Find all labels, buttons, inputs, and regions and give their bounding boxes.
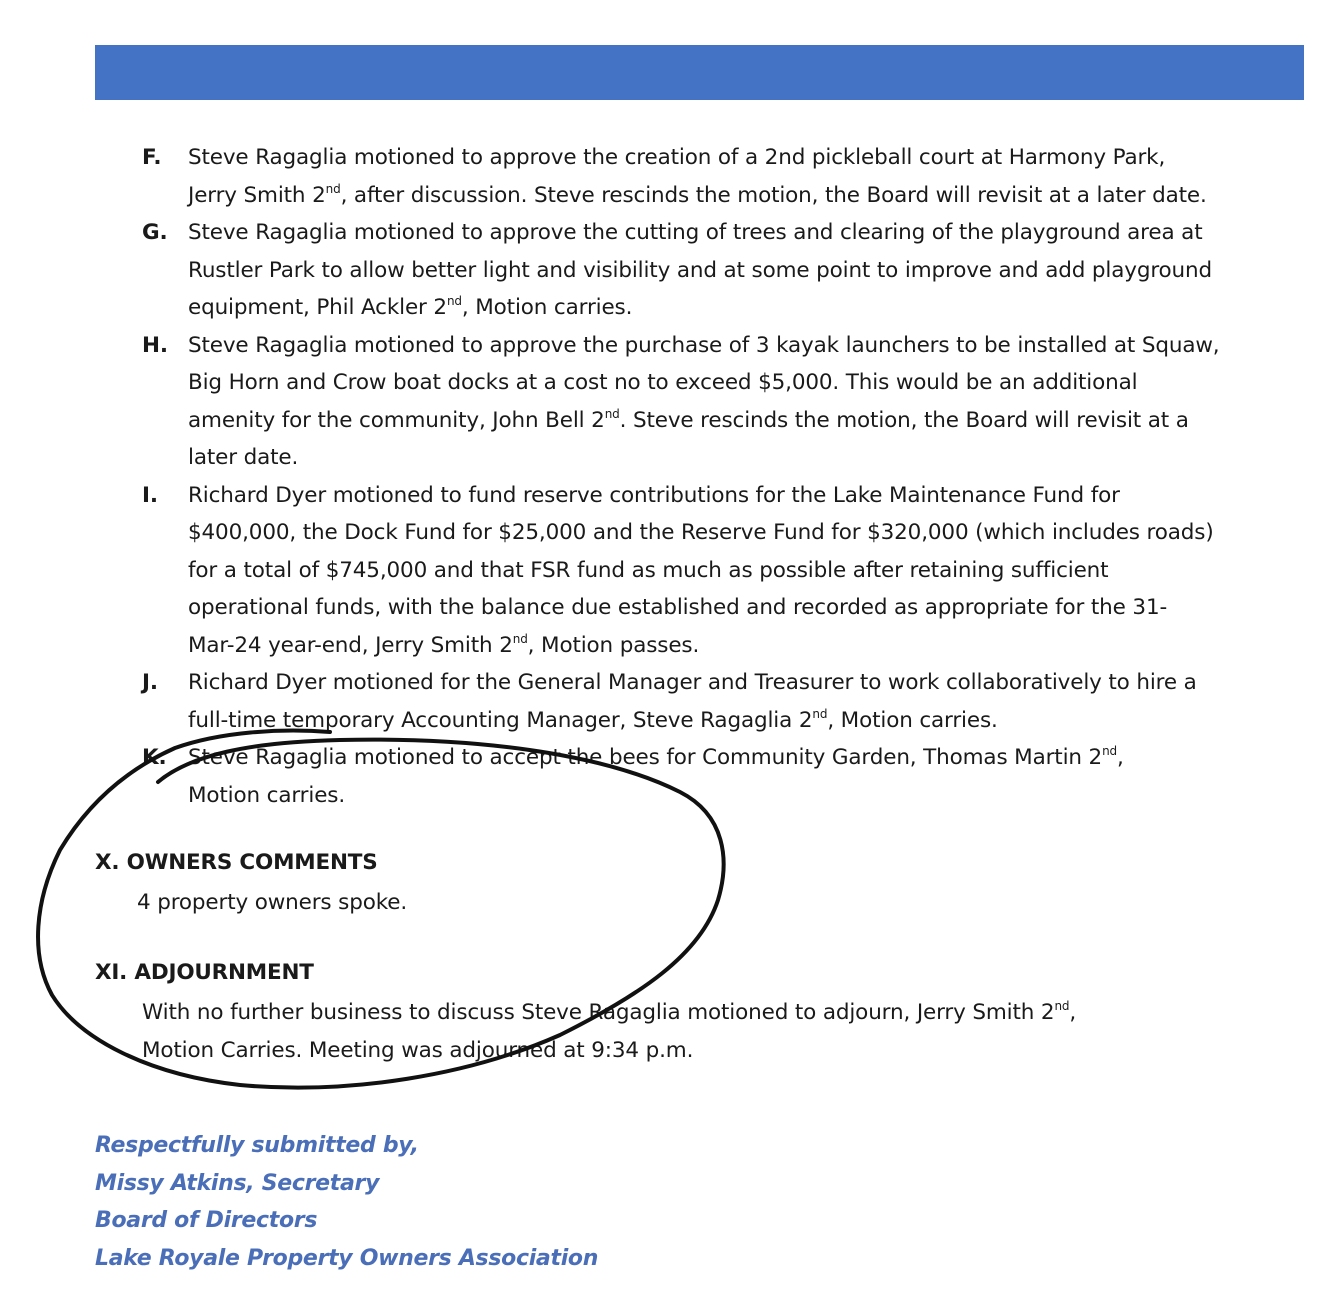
ordinal-suffix: nd <box>446 294 462 308</box>
ordinal-suffix: nd <box>512 631 528 646</box>
ordinal-suffix: nd <box>812 706 828 721</box>
motion-letter: H. <box>142 332 168 358</box>
motion-letter: J. <box>142 670 158 695</box>
signature-block <box>95 1127 598 1277</box>
motion-item-k <box>142 739 1312 814</box>
motion-item-g <box>142 214 1312 327</box>
motion-text: Richard Dyer motioned to fund reserve contributions for the Lake Maintenance Fund for $400,000, the Dock Fund for $25,000 and the Reserve Fund for $320,000 (which includes roads) for a total of $745,000 and that FSR fund as much as possible after retaining sufficient operational funds, with the balance due established and recorded as appropriate for the 31- Mar-24 year-end, Jerry Smith 2 <box>188 482 1214 658</box>
motion-item-j <box>142 664 1312 739</box>
motion-text-after: , after discussion. Steve rescinds the motion, the Board will revisit at a later date. <box>340 182 1207 208</box>
adjournment-line-1: With no further business to discuss Steve Ragaglia motioned to adjourn, Jerry Smith 2nd, <box>142 999 1077 1025</box>
ordinal-suffix: nd <box>1102 744 1118 758</box>
motion-item-h <box>142 327 1312 477</box>
motion-text: Richard Dyer motioned for the General Manager and Treasurer to work collaboratively to hire a full-time temporary Accounting Manager, Steve Ragaglia 2 <box>188 670 1197 733</box>
motion-letter: K. <box>142 745 167 770</box>
motion-text-after: . Steve rescinds the motion, the Board will revisit at a later date. <box>188 407 1189 470</box>
motion-letter: G. <box>142 220 168 245</box>
header-bar <box>95 45 1304 100</box>
motion-text-after: , Motion carries. <box>827 707 998 733</box>
motion-list <box>142 139 1312 814</box>
ordinal-suffix: nd <box>604 406 620 421</box>
adjournment-heading: XI. ADJOURNMENT <box>95 960 314 985</box>
signature-line: Respectfully submitted by, <box>95 1133 419 1158</box>
adjournment-body <box>142 994 1076 1069</box>
signature-line: Lake Royale Property Owners Association <box>95 1245 599 1271</box>
motion-text-after: , Motion passes. <box>527 632 700 658</box>
motion-letter: F. <box>142 145 162 170</box>
motion-letter: I. <box>142 482 158 508</box>
signature-line: Board of Directors <box>95 1208 318 1233</box>
motion-text-after: , Motion carries. <box>461 295 633 320</box>
owners-comments-body: 4 property owners spoke. <box>137 890 408 915</box>
motion-item-f <box>142 139 1312 214</box>
ordinal-suffix: nd <box>1054 999 1070 1013</box>
adjournment-line-2: Motion Carries. Meeting was adjourned at 9:34 p.m. <box>142 1037 694 1063</box>
motion-text-after: , Motion carries. <box>188 745 1124 808</box>
motion-text: Steve Ragaglia motioned to approve the creation of a 2nd pickleball court at Harmony Park, Jerry Smith 2 <box>188 145 1166 208</box>
motion-text: Steve Ragaglia motioned to approve the purchase of 3 kayak launchers to be installed at Squaw, Big Horn and Crow boat docks at a cost no to exceed $5,000. This would be an additional amenity for the community, John Bell 2 <box>188 332 1220 433</box>
motion-text: Steve Ragaglia motioned to approve the cutting of trees and clearing of the playground area at Rustler Park to allow better light and visibility and at some point to improve and add playground equipment, Phil Ackler 2 <box>188 220 1213 320</box>
signature-line: Missy Atkins, Secretary <box>95 1170 380 1196</box>
owners-comments-heading: X. OWNERS COMMENTS <box>95 850 378 875</box>
motion-text: Steve Ragaglia motioned to accept the bees for Community Garden, Thomas Martin 2 <box>188 745 1103 770</box>
ordinal-suffix: nd <box>325 181 341 196</box>
motion-item-i <box>142 477 1312 665</box>
